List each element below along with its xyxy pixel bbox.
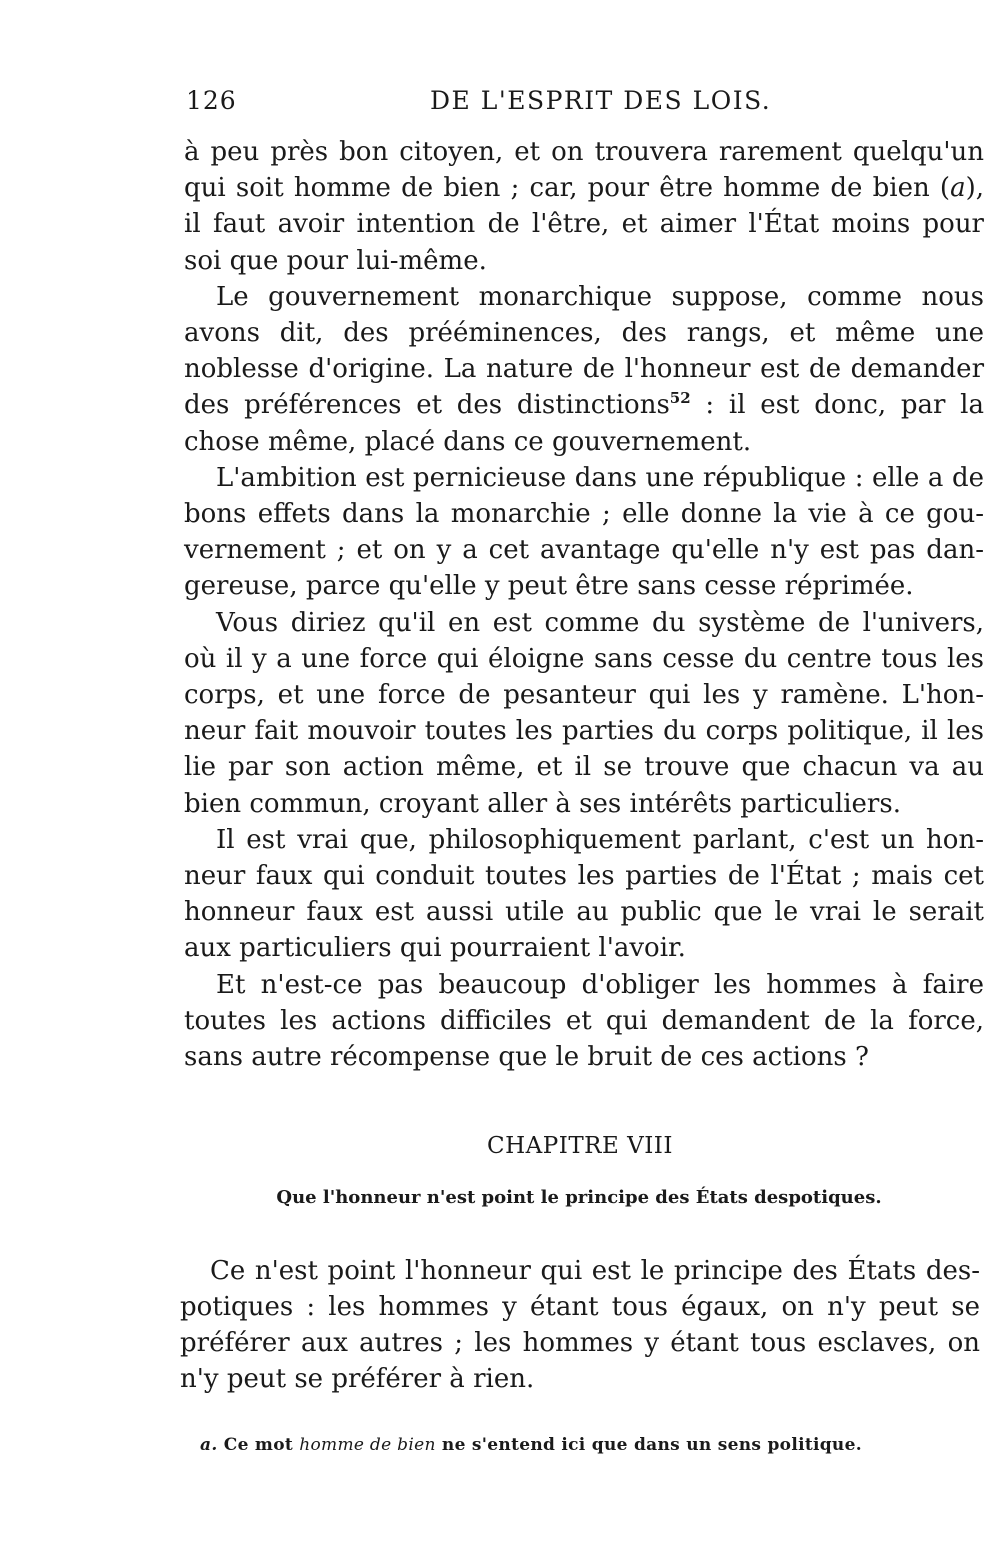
paragraph-6: Et n'est-ce pas beaucoup d'obliger les hommes à faire toutes les actions difficiles et qui demandent de la force, sans autre récompense que le bruit de ces actions ? [184, 969, 984, 1073]
running-title: DE L'ESPRIT DES LOIS. [430, 86, 772, 115]
page-number: 126 [186, 86, 237, 115]
paragraph-2-text-a: Le gouvernement monarchique suppose, comme nous avons dit, des prééminences, des rangs, et même une noblesse d'origine. La nature de l'honneur est de demander des préférences et des distinctions [184, 281, 984, 421]
paragraph-1-text-a: à peu près bon citoyen, et on trouvera rarement quelqu'un qui soit homme de bien ; car, pour être homme de bien ( [184, 137, 984, 204]
running-head [186, 86, 976, 126]
footnote-mark: a. [200, 1435, 218, 1455]
paragraph-1 [184, 134, 984, 279]
chapter-subtitle-wrap [0, 1187, 1000, 1208]
main-text [184, 134, 984, 1075]
chapter-heading [0, 1133, 1000, 1159]
footnote-text-b: ne s'entend ici que dans un sens politique. [435, 1435, 862, 1455]
chapter-paragraph-1: Ce n'est point l'honneur qui est le principe des États despotiques : les hommes y étant tous égaux, on n'y peut se préférer aux autres ; les hommes y étant tous esclaves, on n'y peut se préférer à rien. [180, 1256, 980, 1394]
paragraph-2 [184, 279, 984, 460]
footnote-text-a: Ce mot [217, 1435, 300, 1455]
paragraph-5: Il est vrai que, philosophiquement parlant, c'est un honneur faux qui conduit toutes les parties de l'État ; mais cet honneur faux est aussi utile au public que le vrai le serait aux particuliers qui pourraient l'avoir. [184, 824, 984, 964]
chapter-subtitle: Que l'honneur n'est point le principe des États despotiques. [276, 1187, 882, 1208]
footnote-italic: homme de bien [299, 1435, 436, 1455]
footnote-a [200, 1435, 980, 1455]
note-number-52: 52 [669, 389, 691, 408]
chapter-text [180, 1253, 980, 1397]
chapter-title: CHAPITRE VIII [487, 1133, 673, 1159]
footnote-ref-a: a [950, 173, 966, 204]
paragraph-2-text-b: : il est donc, par la chose même, placé dans ce gouvernement. [184, 390, 984, 457]
paragraph-1-text-b: ), il faut avoir intention de l'être, et aimer l'État moins pour soi que pour lui-même. [184, 173, 984, 276]
paragraph-4: Vous diriez qu'il en est comme du système de l'univers, où il y a une force qui éloigne sans cesse du centre tous les corps, et une force de pesanteur qui les y ramène. L'honneur fait mouvoir toutes les parties du corps politique, il les lie par son action même, et il se trouve que chacun va au bien commun, croyant aller à ses intérêts particuliers. [184, 607, 984, 819]
paragraph-3: L'ambition est pernicieuse dans une république : elle a de bons effets dans la monarchie ; elle donne la vie à ce gouvernement ; et on y a cet avantage qu'elle n'y est pas dangereuse, parce qu'elle y peut être sans cesse réprimée. [184, 462, 984, 602]
